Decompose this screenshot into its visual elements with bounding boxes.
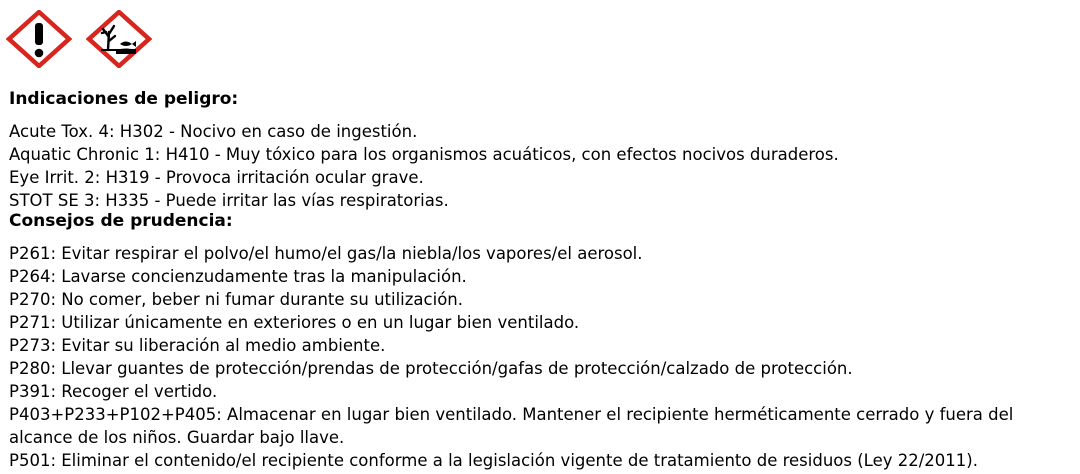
precautionary-statement: P270: No comer, beber ni fumar durante su utilización. [9,290,463,309]
hazard-statement: Eye Irrit. 2: H319 - Provoca irritación ocular grave. [9,168,424,187]
precautionary-statement: P501: Eliminar el contenido/el recipiente conforme a la legislación vigente de tratamiento de residuos (Ley 22/2011). [9,451,978,470]
hazard-statement: Aquatic Chronic 1: H410 - Muy tóxico para los organismos acuáticos, con efectos nocivos duraderos. [9,145,839,164]
hazard-statements-heading: Indicaciones de peligro: [9,89,239,109]
precautionary-statement: P403+P233+P102+P405: Almacenar en lugar bien ventilado. Mantener el recipiente herméticamente cerrado y fuera del alcance de los niños. Guardar bajo llave. [9,405,1014,447]
environment-hazard-icon [86,10,152,68]
hazard-statement: STOT SE 3: H335 - Puede irritar las vías respiratorias. [9,191,449,210]
precautionary-statement: P261: Evitar respirar el polvo/el humo/el gas/la niebla/los vapores/el aerosol. [9,244,643,263]
precautionary-statement: P391: Recoger el vertido. [9,382,218,401]
precautionary-statements-heading: Consejos de prudencia: [9,211,233,231]
precautionary-statement: P264: Lavarse concienzudamente tras la manipulación. [9,267,467,286]
precautionary-statement: P280: Llevar guantes de protección/prendas de protección/gafas de protección/calzado de protección. [9,359,853,378]
hazard-statements-list [9,120,1074,212]
exclamation-mark-icon [6,10,72,68]
precautionary-statement: P271: Utilizar únicamente en exteriores o en un lugar bien ventilado. [9,313,580,332]
precautionary-statements-list [9,242,1074,472]
precautionary-statement: P273: Evitar su liberación al medio ambiente. [9,336,386,355]
hazard-statement: Acute Tox. 4: H302 - Nocivo en caso de ingestión. [9,122,418,141]
